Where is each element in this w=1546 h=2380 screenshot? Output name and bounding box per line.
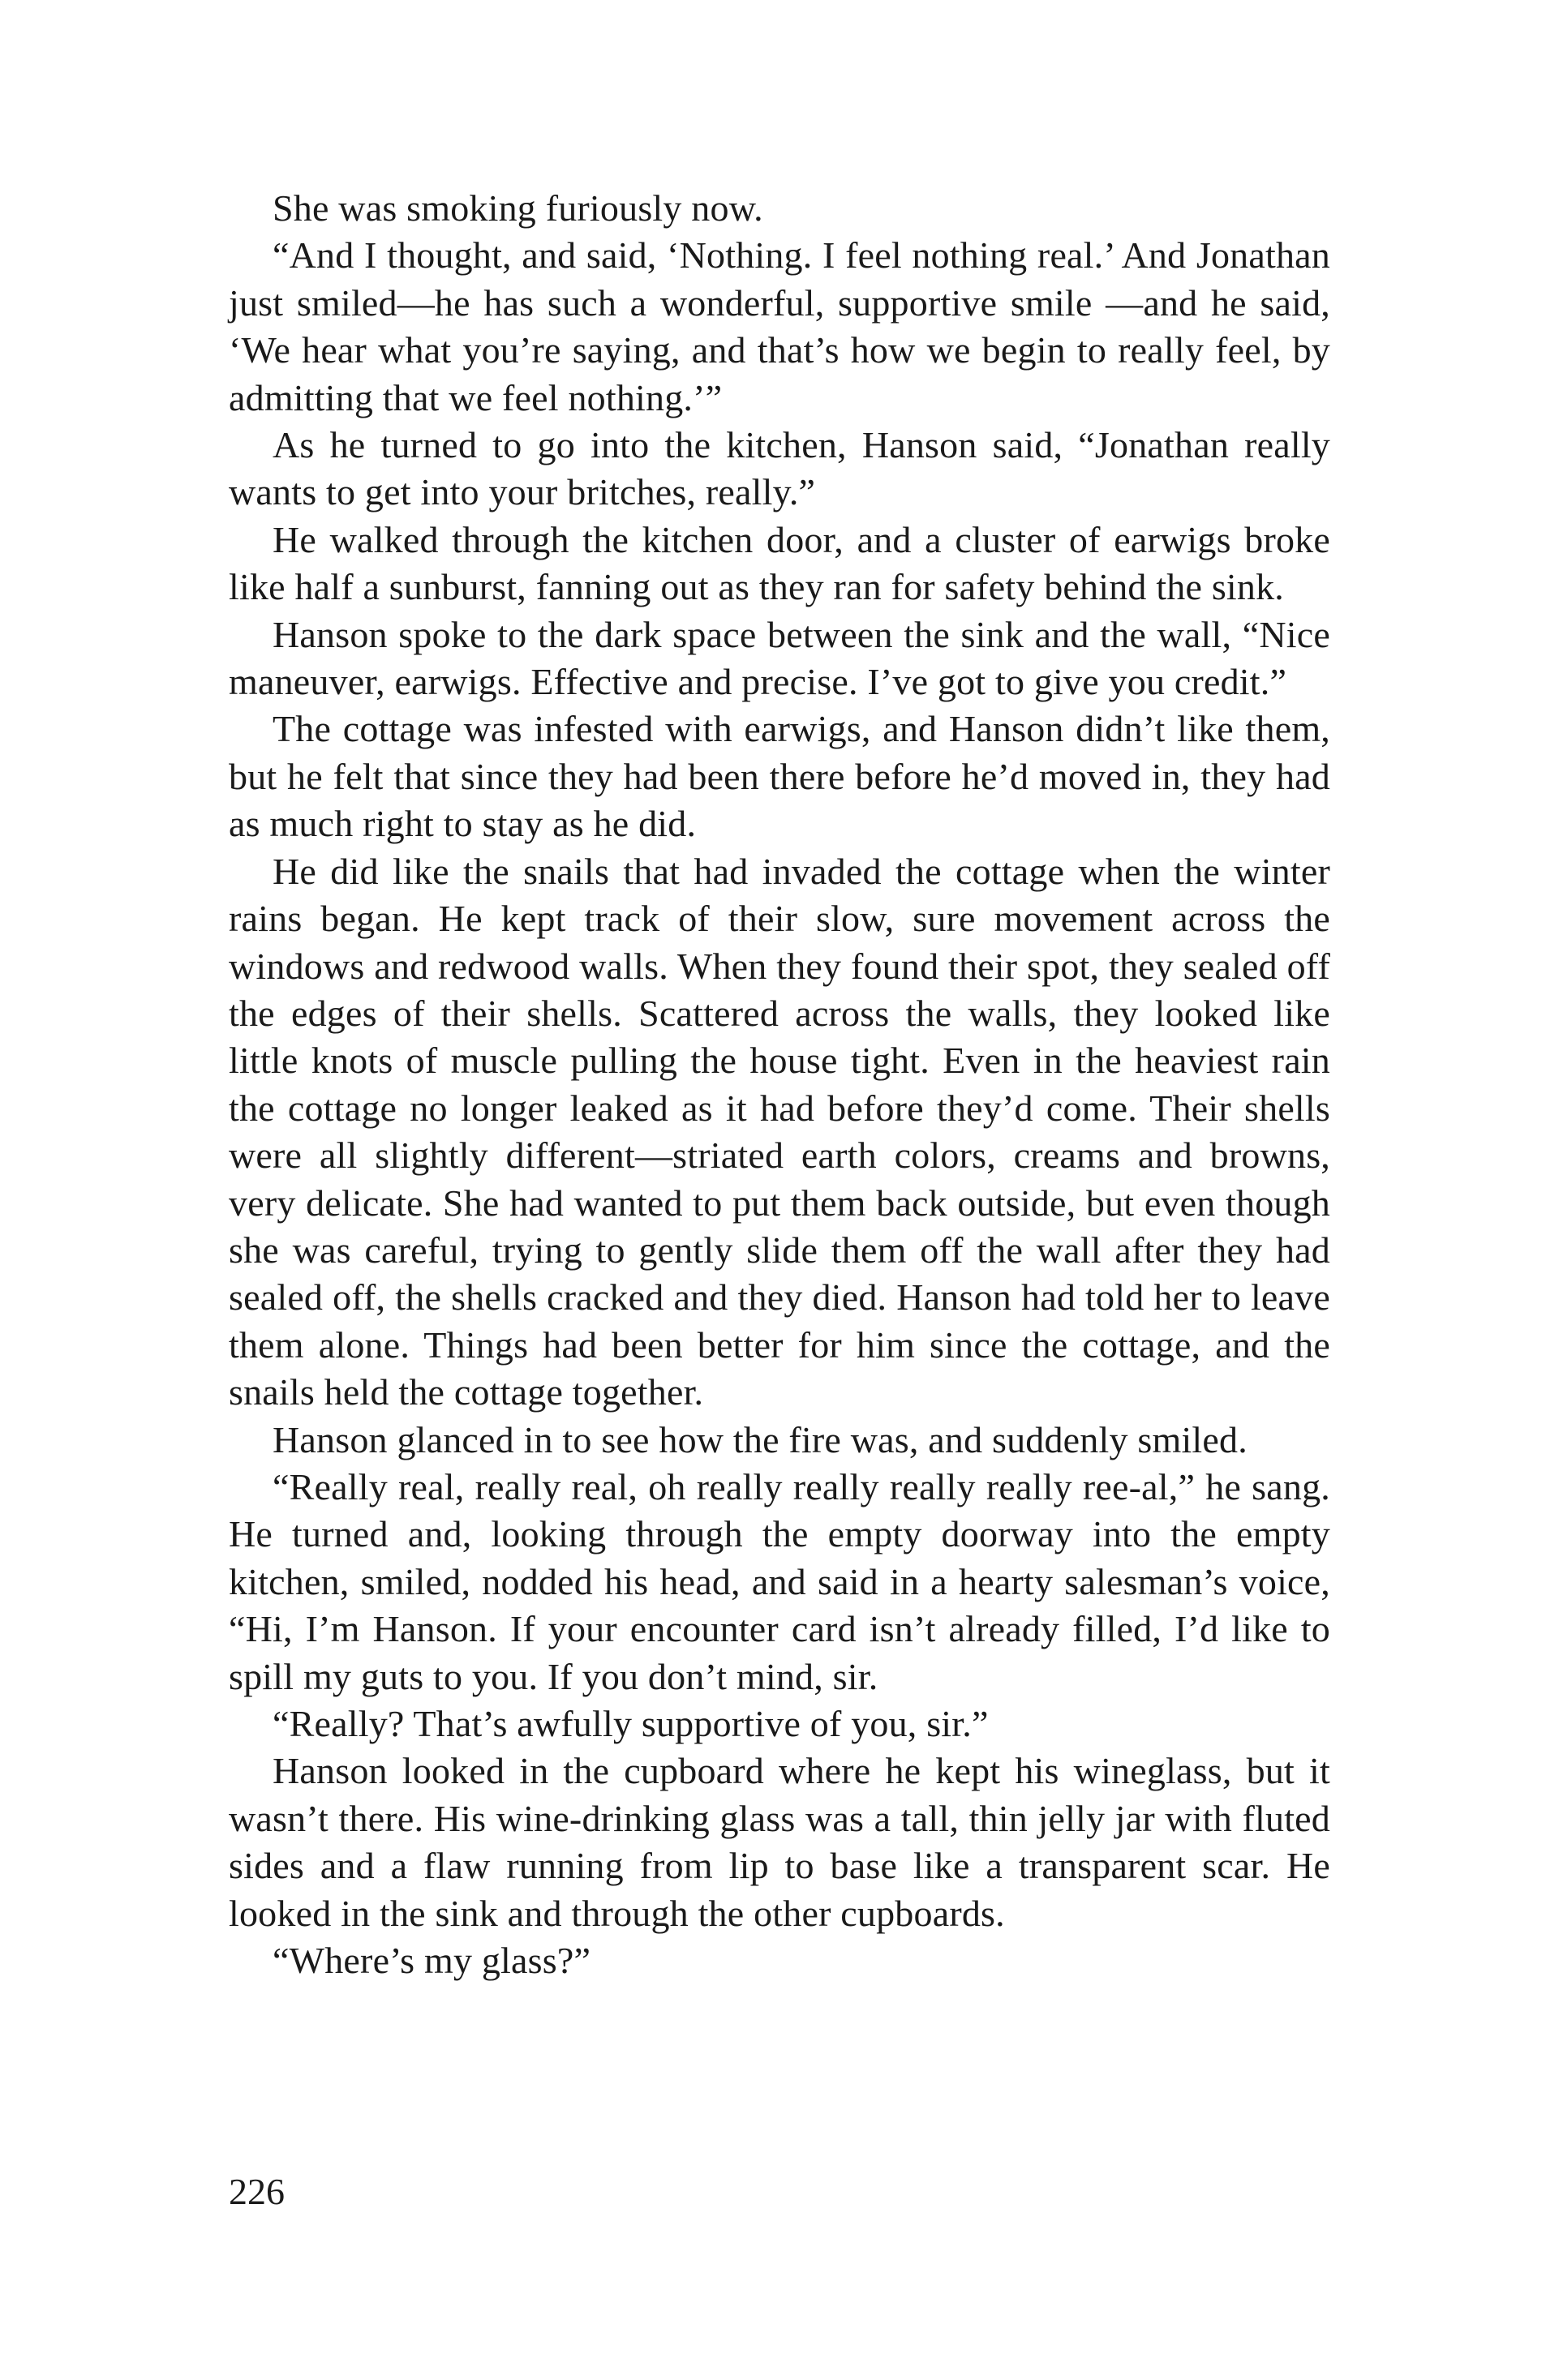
paragraph: The cottage was infested with earwigs, and Hanson didn’t like them, but he felt that since they had been there before he’d moved in, they had as much right to stay as he did. xyxy=(229,708,1330,845)
body-text xyxy=(229,185,1330,1984)
paragraph: “Really? That’s awfully supportive of you, sir.” xyxy=(273,1703,989,1744)
paragraph: “Really real, really real, oh really really really really ree-al,” he sang. He turned and, looking through the empty doorway into the empty kitchen, smiled, nodded his head, and said in a hearty salesman’s voice, “Hi, I’m Hanson. If your encounter card isn’t already filled, I’d like to spill my guts to you. If you don’t mind, sir. xyxy=(229,1465,1330,1697)
paragraph: Hanson glanced in to see how the fire was, and suddenly smiled. xyxy=(273,1418,1248,1460)
paragraph: Hanson spoke to the dark space between the sink and the wall, “Nice maneuver, earwigs. Effective and precise. I’ve got to give you credit.” xyxy=(229,613,1330,703)
paragraph: Hanson looked in the cupboard where he kept his wineglass, but it wasn’t there. His wine-drinking glass was a tall, thin jelly jar with fluted sides and a flaw running from lip to base like a transparent scar. He looked in the sink and through the other cupboards. xyxy=(229,1750,1330,1934)
paragraph: He walked through the kitchen door, and a cluster of earwigs broke like half a sunburst, fanning out as they ran for safety behind the sink. xyxy=(229,518,1330,608)
paragraph: He did like the snails that had invaded the cottage when the winter rains began. He kept track of their slow, sure movement across the windows and redwood walls. When they found their spot, they sealed off the edges of their shells. Scattered across the walls, they looked like little knots of muscle pulling the house tight. Even in the heaviest rain the cottage no longer leaked as it had before they’d come. Their shells were all slightly different—striated earth colors, creams and browns, very delicate. She had wanted to put them back outside, but even though she was careful, trying to gently slide them off the wall after they had sealed off, the shells cracked and they died. Hanson had told her to leave them alone. Things had been better for him since the cottage, and the snails held the cottage together. xyxy=(229,850,1330,1413)
paragraph: “And I thought, and said, ‘Nothing. I feel nothing real.’ And Jonathan just smiled—he has such a wonderful, supportive smile —and he said, ‘We hear what you’re saying, and that’s how we begin to really feel, by admitting that we feel nothing.’” xyxy=(229,234,1330,418)
paragraph: She was smoking furiously now. xyxy=(273,187,763,229)
paragraph: As he turned to go into the kitchen, Hanson said, “Jonathan really wants to get into your britches, really.” xyxy=(229,424,1330,513)
paragraph: “Where’s my glass?” xyxy=(273,1940,591,1982)
page-number: 226 xyxy=(229,2171,285,2212)
